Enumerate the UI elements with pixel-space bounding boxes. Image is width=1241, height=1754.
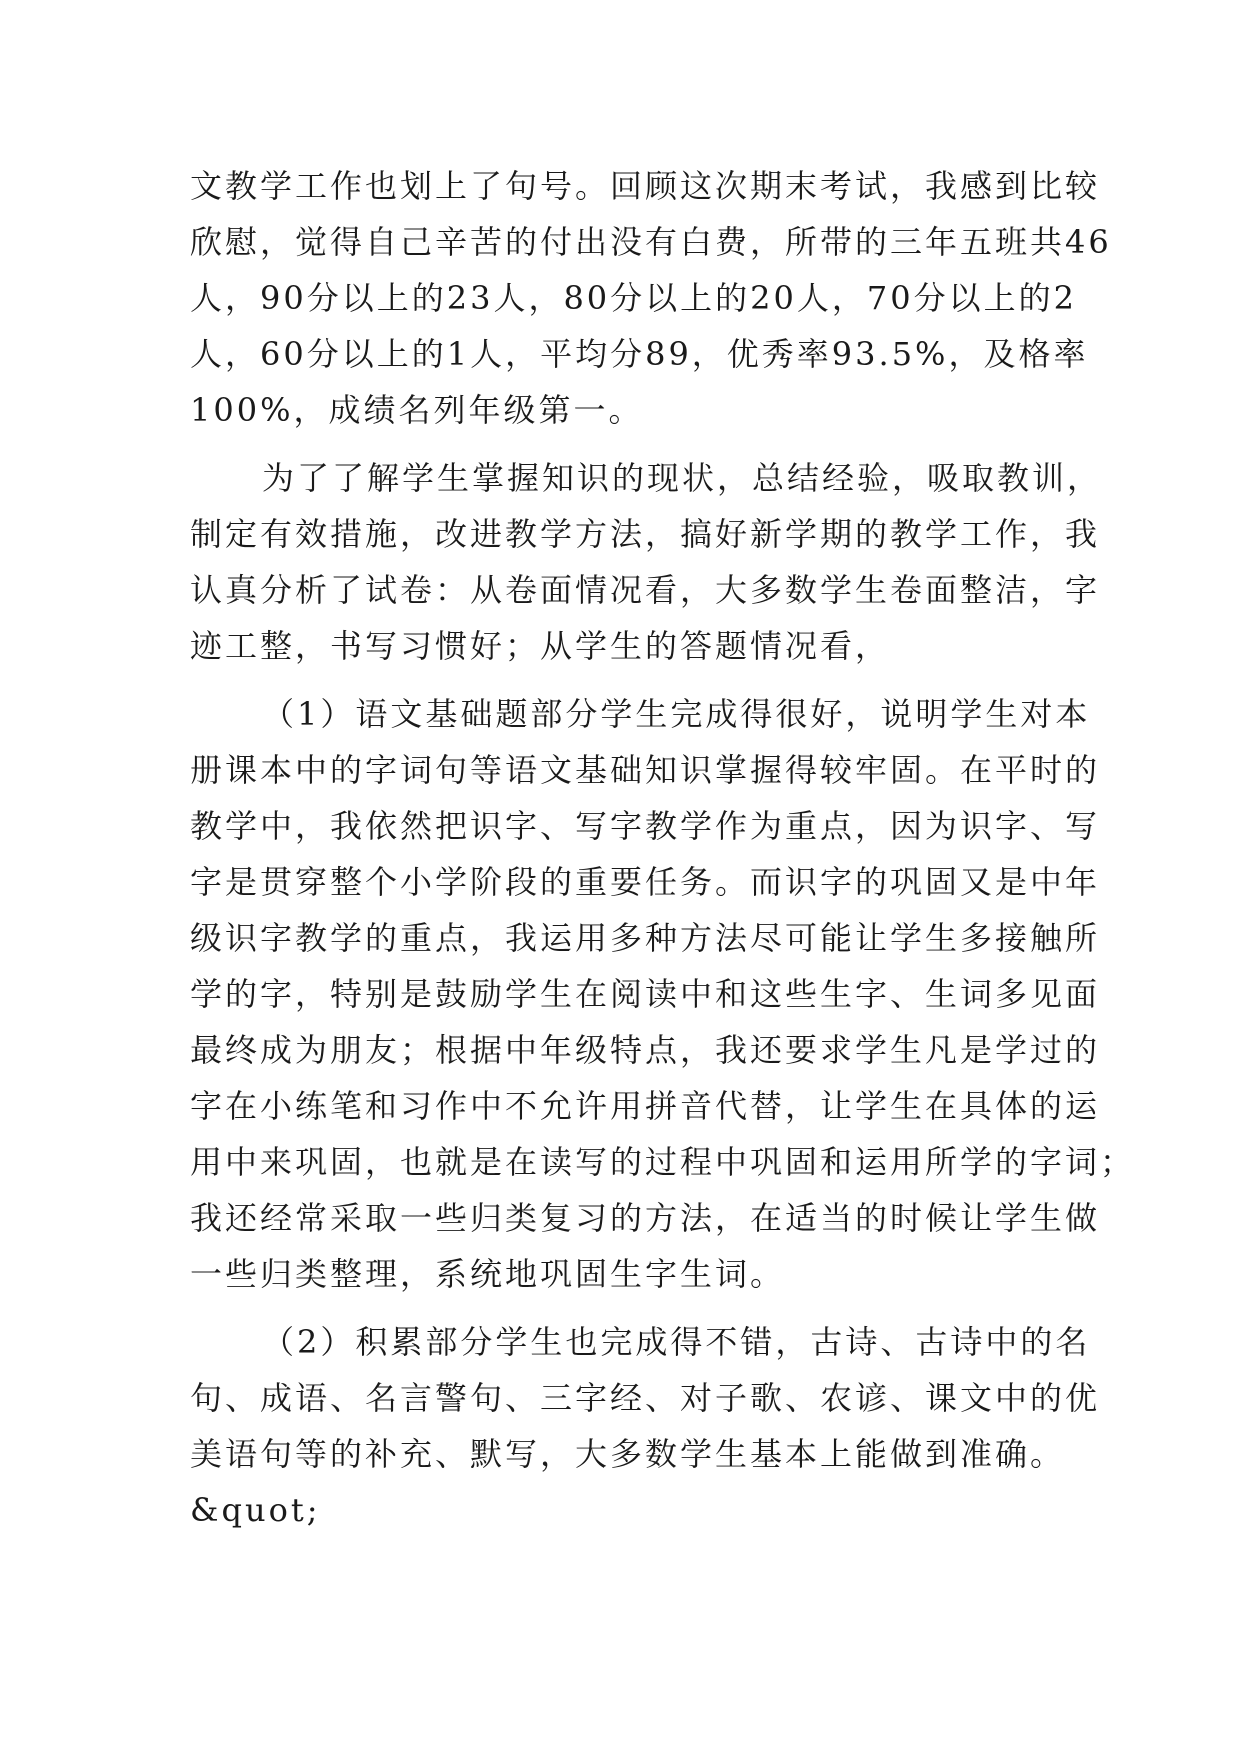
text-line-5: 100%，成绩名列年级第一。 — [190, 391, 644, 429]
text-line-12: 教学中，我依然把识字、写字教学作为重点，因为识字、写 — [190, 807, 1101, 845]
text-line-22: 句、成语、名言警句、三字经、对子歌、农谚、课文中的优 — [190, 1379, 1101, 1417]
text-line-24: &quot; — [190, 1491, 321, 1529]
text-line-20: 一些归类整理，系统地巩固生字生词。 — [190, 1255, 786, 1293]
text-line-15: 学的字，特别是鼓励学生在阅读中和这些生字、生词多见面 — [190, 975, 1101, 1013]
text-line-2: 欣慰，觉得自己辛苦的付出没有白费，所带的三年五班共46 — [190, 223, 1112, 261]
text-line-10: （1）语文基础题部分学生完成得很好，说明学生对本 — [262, 695, 1091, 733]
text-line-18: 用中来巩固，也就是在读写的过程中巩固和运用所学的字词； — [190, 1143, 1136, 1181]
text-line-21: （2）积累部分学生也完成得不错，古诗、古诗中的名 — [262, 1323, 1091, 1361]
text-line-9: 迹工整，书写习惯好；从学生的答题情况看， — [190, 627, 891, 665]
text-line-13: 字是贯穿整个小学阶段的重要任务。而识字的巩固又是中年 — [190, 863, 1101, 901]
text-line-1: 文教学工作也划上了句号。回顾这次期末考试，我感到比较 — [190, 167, 1101, 205]
text-line-6: 为了了解学生掌握知识的现状，总结经验，吸取教训， — [262, 459, 1103, 497]
text-line-19: 我还经常采取一些归类复习的方法，在适当的时候让学生做 — [190, 1199, 1101, 1237]
text-line-11: 册课本中的字词句等语文基础知识掌握得较牢固。在平时的 — [190, 751, 1101, 789]
text-line-3: 人，90分以上的23人，80分以上的20人，70分以上的2 — [190, 279, 1077, 317]
text-line-16: 最终成为朋友；根据中年级特点，我还要求学生凡是学过的 — [190, 1031, 1101, 1069]
text-line-7: 制定有效措施，改进教学方法，搞好新学期的教学工作，我 — [190, 515, 1101, 553]
text-line-4: 人，60分以上的1人，平均分89，优秀率93.5%，及格率 — [190, 335, 1089, 373]
text-line-8: 认真分析了试卷：从卷面情况看，大多数学生卷面整洁，字 — [190, 571, 1101, 609]
text-line-23: 美语句等的补充、默写，大多数学生基本上能做到准确。 — [190, 1435, 1066, 1473]
text-line-17: 字在小练笔和习作中不允许用拼音代替，让学生在具体的运 — [190, 1087, 1101, 1125]
text-line-14: 级识字教学的重点，我运用多种方法尽可能让学生多接触所 — [190, 919, 1101, 957]
